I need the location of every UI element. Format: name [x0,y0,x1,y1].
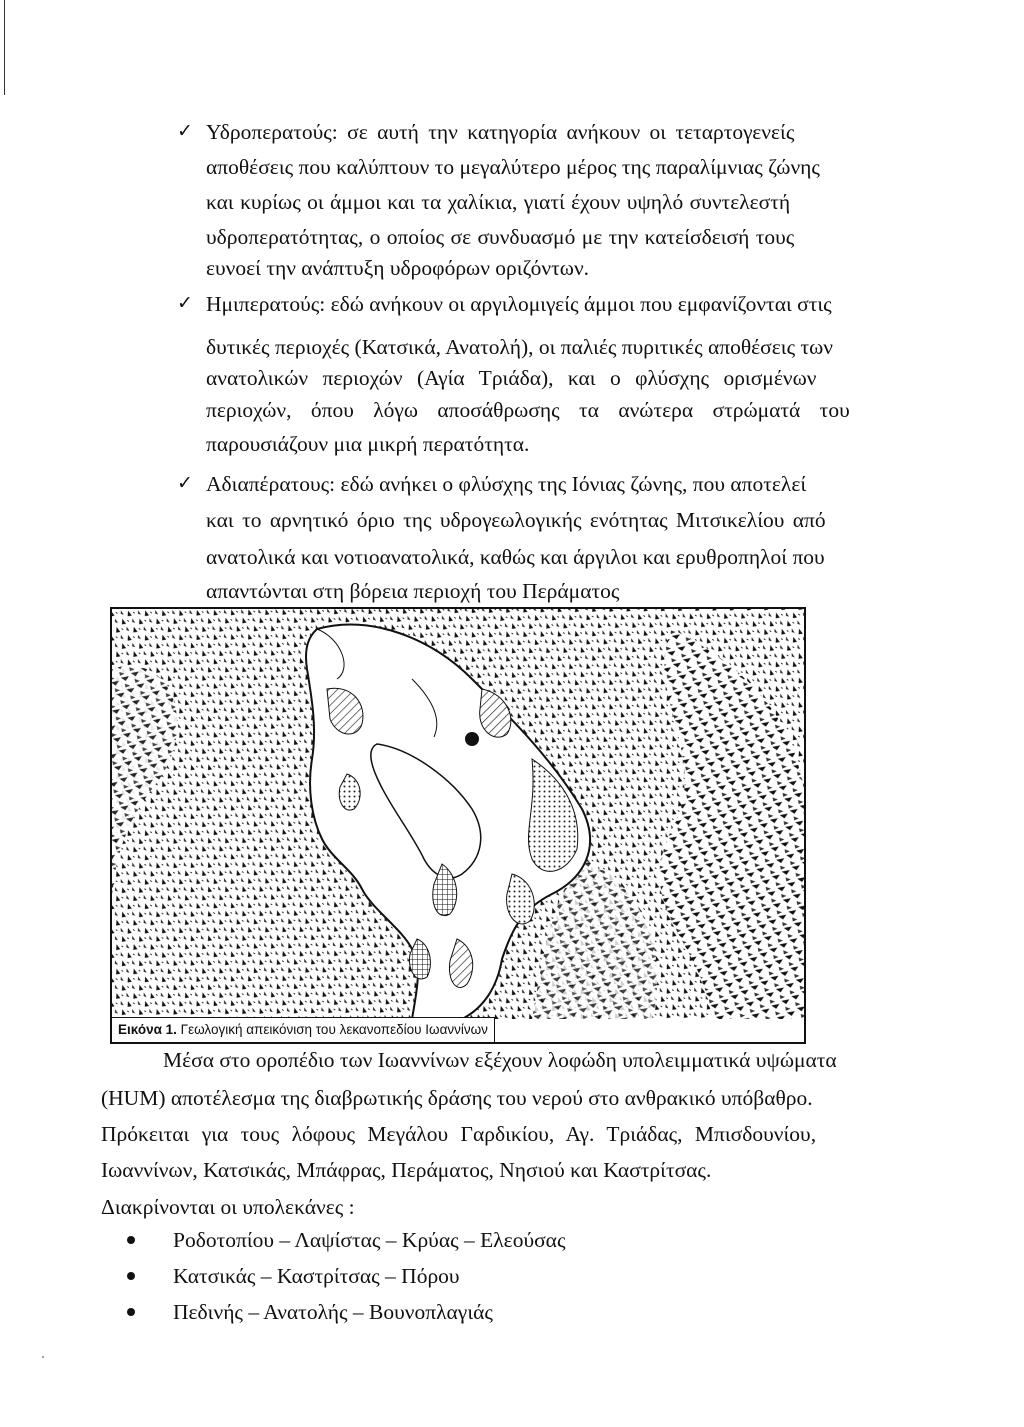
scan-speck [42,1356,44,1358]
subbasins-intro: Διακρίνονται οι υπολεκάνες : [101,1195,355,1219]
list-item: Πεδινής – Ανατολής – Βουνοπλαγιάς [173,1300,493,1324]
text-line: απαντώνται στη βόρεια περιοχή του Περάματος [206,579,620,603]
text-line: Υδροπερατούς: σε αυτή την κατηγορία ανήκουν οι τεταρτογενείς [206,120,795,144]
figure-caption-text: Γεωλογική απεικόνιση του λεκανοπεδίου Ιωαννίνων [180,1022,488,1037]
text-line: Ημιπερατούς: εδώ ανήκουν οι αργιλομιγείς άμμοι που εμφανίζονται στις [206,292,832,316]
text-line: Μέσα στο οροπέδιο των Ιωαννίνων εξέχουν λοφώδη υπολειμματικά υψώματα [163,1048,837,1072]
list-item: Κατσικάς – Καστρίτσας – Πόρου [173,1264,460,1288]
figure-caption [112,1017,495,1042]
text-line: δυτικές περιοχές (Κατσικά, Ανατολή), οι παλιές πυριτικές αποθέσεις των [206,335,833,359]
bullet-icon [127,1272,135,1280]
text-line: (HUM) αποτέλεσμα της διαβρωτικής δράσης του νερού στο ανθρακικό υπόβαθρο. [101,1086,813,1110]
text-line: ανατολικά και νοτιοανατολικά, καθώς και άργιλοι και ερυθροπηλοί που [206,545,825,569]
text-line: υδροπερατότητας, ο οποίος σε συνδυασμό με την κατείσδεισή τους [206,225,795,249]
text-line: Ιωαννίνων, Κατσικάς, Μπάφρας, Περάματος, Νησιού και Καστρίτσας. [101,1158,712,1182]
figure-label: Εικόνα 1. [118,1022,177,1037]
geological-map-image [112,609,804,1019]
scan-edge-line [4,0,5,95]
checkmark-icon: ✓ [177,120,193,142]
text-line: ευνοεί την ανάπτυξη υδροφόρων οριζόντων. [206,256,590,280]
bullet-icon [127,1308,135,1316]
geological-map-figure [110,607,806,1044]
text-line: και κυρίως οι άμμοι και τα χαλίκια, γιατί έχουν υψηλό συντελεστή [206,190,791,214]
text-line: και το αρνητικό όριο της υδρογεωλογικής ενότητας Μιτσικελίου από [206,508,826,532]
text-line: ανατολικών περιοχών (Αγία Τριάδα), και ο φλύσχης ορισμένων [206,366,817,390]
text-line: Αδιαπέρατους: εδώ ανήκει ο φλύσχης της Ιόνιας ζώνης, που αποτελεί [206,472,807,496]
text-line: Πρόκειται για τους λόφους Μεγάλου Γαρδικίου, Αγ. Τριάδας, Μπισδουνίου, [101,1122,817,1146]
checkmark-icon: ✓ [177,292,193,314]
list-item: Ροδοτοπίου – Λαψίστας – Κρύας – Ελεούσας [173,1228,566,1252]
text-line: περιοχών, όπου λόγω αποσάθρωσης τα ανώτερα στρώματά του [206,398,850,422]
text-line: παρουσιάζουν μια μικρή περατότητα. [206,432,530,456]
checkmark-icon: ✓ [177,472,193,494]
bullet-icon [127,1236,135,1244]
text-line: αποθέσεις που καλύπτουν το μεγαλύτερο μέρος της παραλίμνιας ζώνης [206,155,820,179]
